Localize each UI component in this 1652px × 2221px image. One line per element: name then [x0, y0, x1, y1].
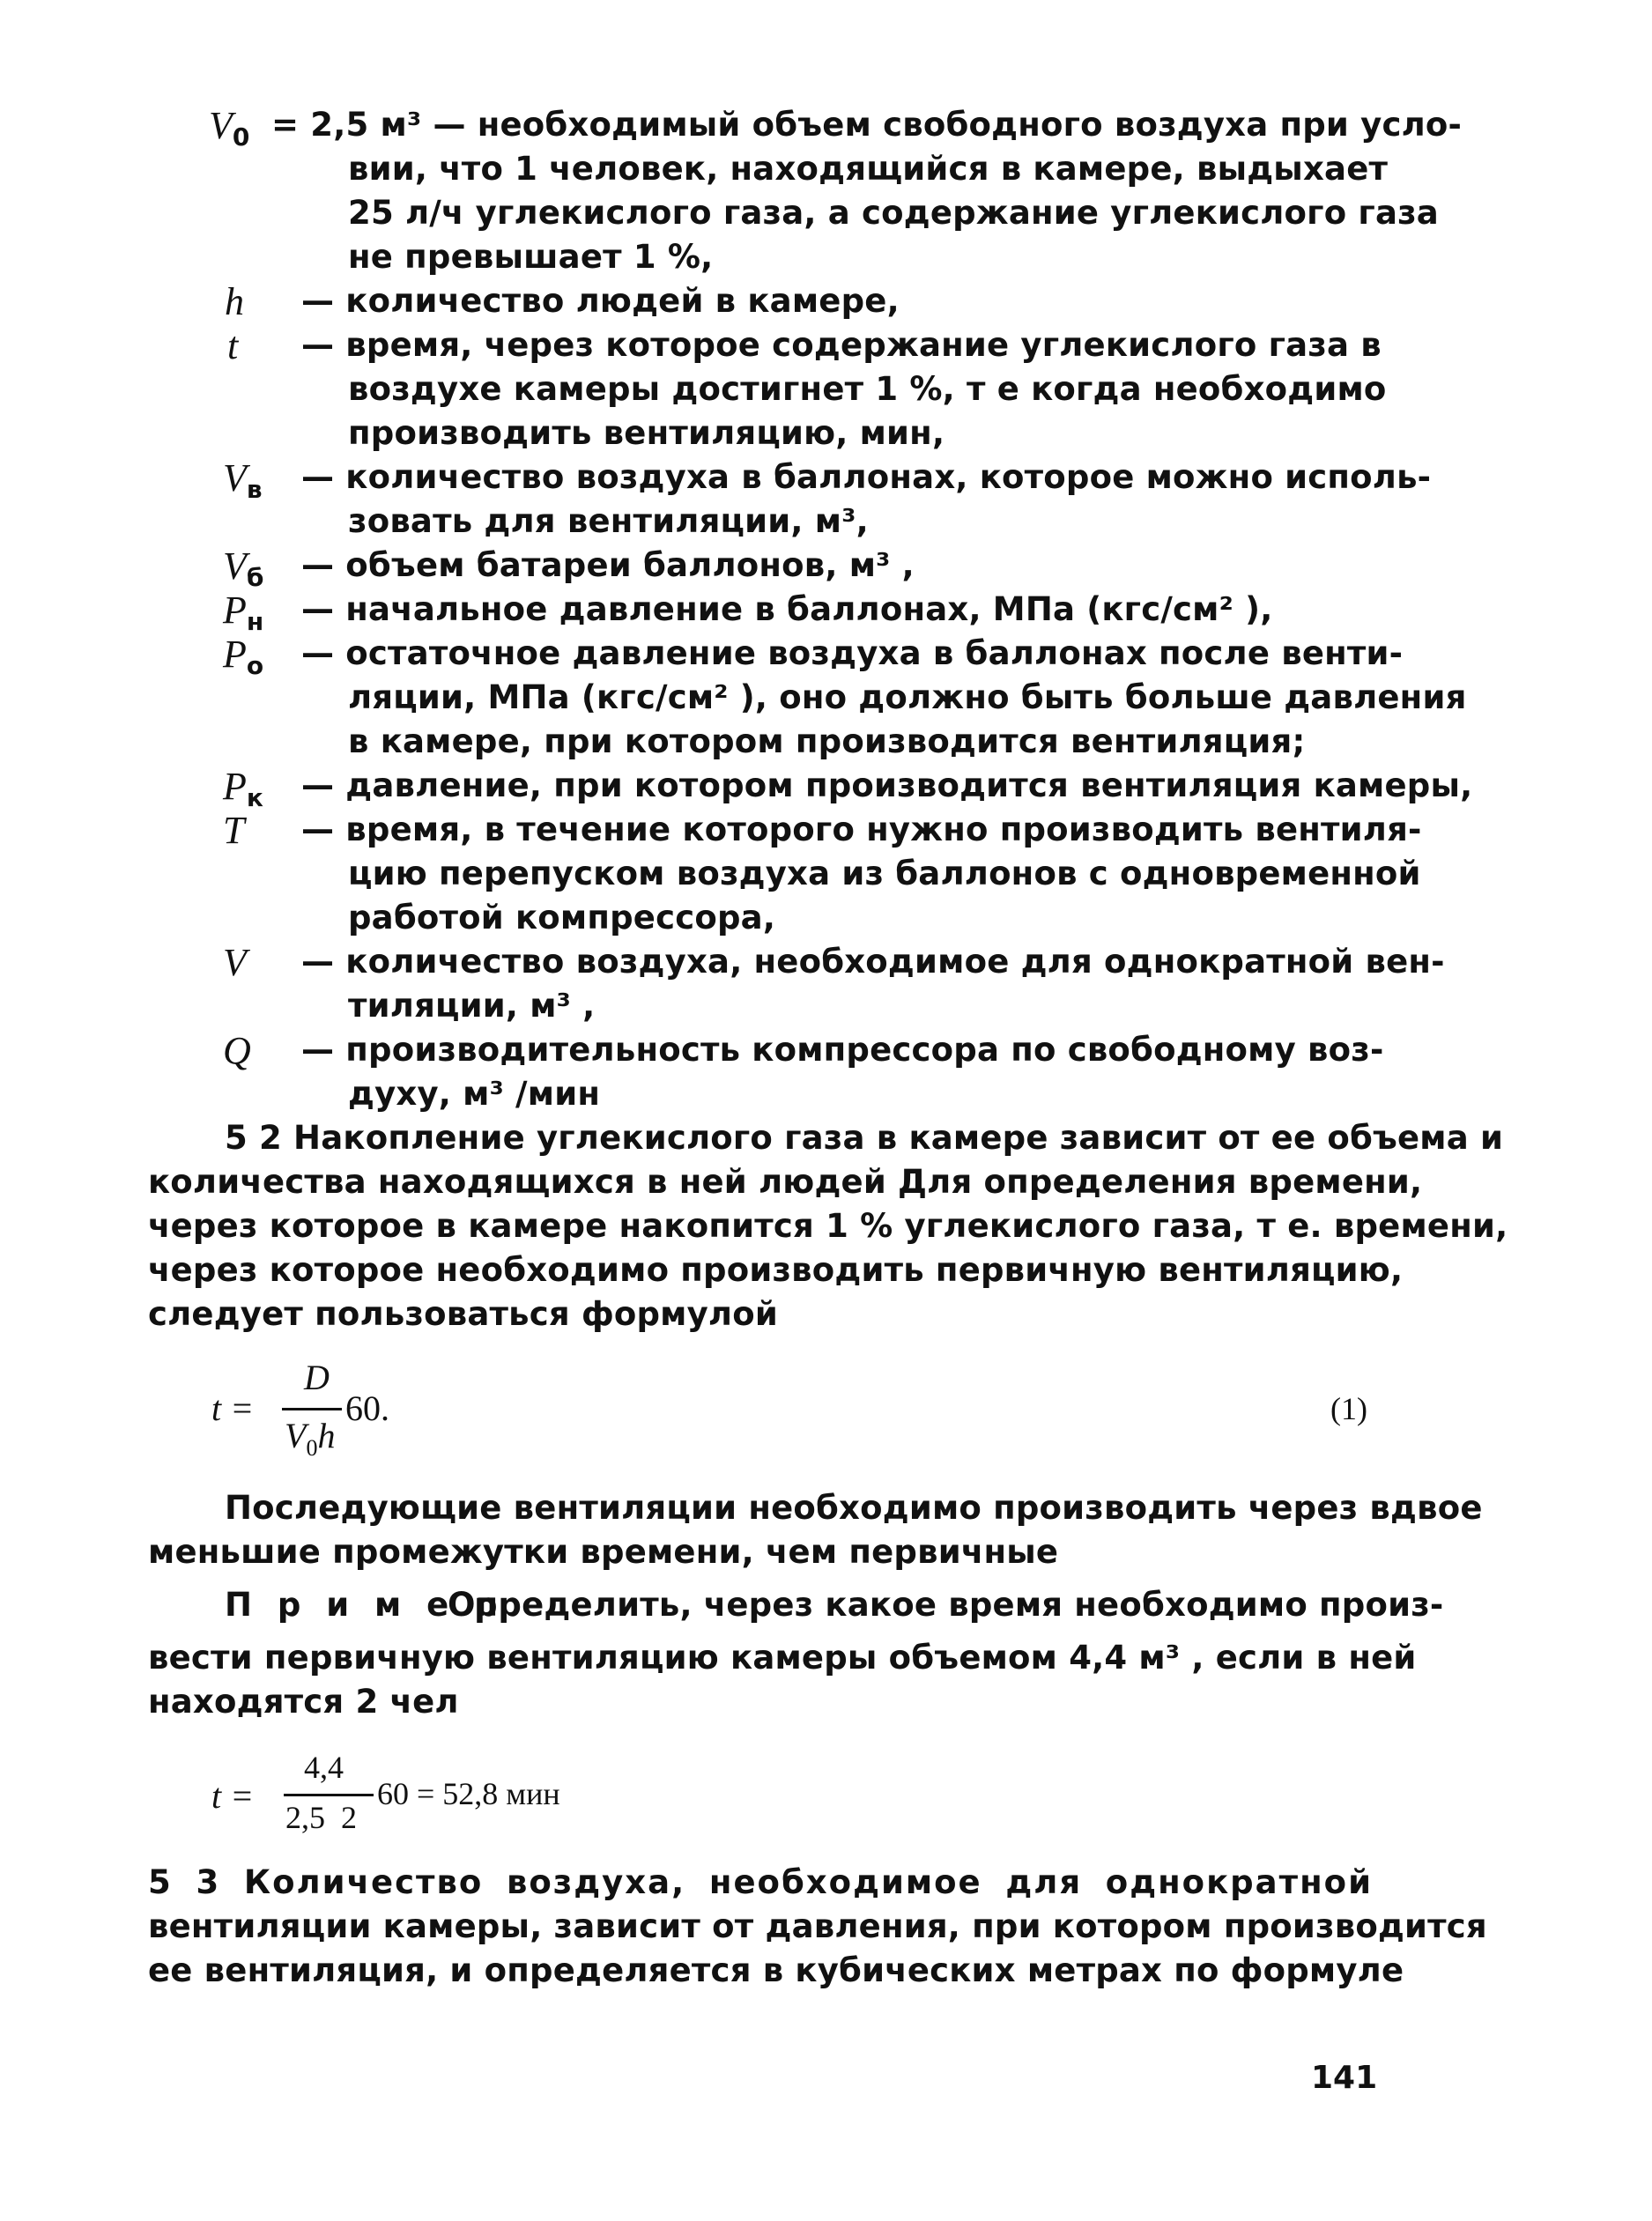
- paragraph-line: количества находящихся в ней людей Для определения времени,: [148, 1163, 1423, 1201]
- formula-1-denominator: $V_0h$: [285, 1416, 336, 1461]
- definition-T-line-2: цию перепуском воздуха из баллонов с одновременной: [348, 855, 1421, 892]
- definition-v0-line-4: не превышает 1 %,: [348, 238, 714, 276]
- paragraph-line: следует пользоваться формулой: [148, 1295, 778, 1333]
- example-line: находятся 2 чел: [148, 1683, 459, 1721]
- example-line: вести первичную вентиляцию камеры объемом 4,4 м³ , если в ней: [148, 1639, 1417, 1677]
- definition-q-line-1: — производительность компрессора по свободному воз-: [301, 1031, 1384, 1069]
- symbol-pk: $P_к$: [223, 765, 263, 812]
- symbol-vb: $V_б$: [223, 544, 264, 592]
- definition-po-line-3: в камере, при котором производится вентиляция;: [348, 722, 1306, 760]
- symbol-v0: $V_0$: [209, 104, 250, 152]
- definition-t-line-3: производить вентиляцию, мин,: [348, 414, 945, 452]
- definition-v0-line-1: = 2,5 м³ — необходимый объем свободного воздуха при усло-: [271, 106, 1463, 144]
- definition-t-line-2: воздухе камеры достигнет 1 %, т е когда необходимо: [348, 370, 1387, 408]
- definition-vv-line-1: — количество воздуха в баллонах, которое можно исполь-: [301, 458, 1432, 496]
- symbol-T: T: [223, 809, 245, 852]
- formula-example-denominator: 2,5 2: [285, 1800, 357, 1835]
- definition-pn-line-1: — начальное давление в баллонах, МПа (кгс/см² ),: [301, 590, 1273, 628]
- definition-v0-line-2: вии, что 1 человек, находящийся в камере, выдыхает: [348, 150, 1389, 188]
- paragraph-line: меньшие промежутки времени, чем первичные: [148, 1533, 1059, 1571]
- paragraph-line: 5 3 Количество воздуха, необходимое для однократной: [148, 1863, 1373, 1901]
- symbol-po: $P_о$: [223, 633, 264, 680]
- symbol-v: V: [223, 941, 247, 984]
- symbol-q: Q: [223, 1029, 251, 1072]
- definition-vv-line-2: зовать для вентиляции, м³,: [348, 502, 869, 540]
- definition-T-line-3: работой компрессора,: [348, 899, 776, 937]
- page-number: 141: [1311, 2060, 1378, 2096]
- symbol-t: t: [227, 324, 239, 367]
- definition-v-line-1: — количество воздуха, необходимое для однократной вен-: [301, 943, 1445, 981]
- formula-example-numerator: 4,4: [304, 1750, 344, 1785]
- formula-1-numerator: D: [304, 1358, 330, 1397]
- definition-po-line-2: ляции, МПа (кгс/см² ), оно должно быть больше давления: [348, 678, 1467, 716]
- definition-T-line-1: — время, в течение которого нужно производить вентиля-: [301, 811, 1422, 848]
- paragraph-line: вентиляции камеры, зависит от давления, при котором производится: [148, 1907, 1487, 1945]
- definition-h-line-1: — количество людей в камере,: [301, 282, 900, 320]
- example-label: П р и м е р: [225, 1586, 505, 1624]
- example-line: Определить, через какое время необходимо произ-: [448, 1586, 1444, 1624]
- paragraph-line: ее вентиляция, и определяется в кубических метрах по формуле: [148, 1951, 1404, 1989]
- definition-v-line-2: тиляции, м³ ,: [348, 987, 596, 1025]
- paragraph-line: 5 2 Накопление углекислого газа в камере зависит от ее объема и: [225, 1119, 1504, 1157]
- definition-v0-line-3: 25 л/ч углекислого газа, а содержание углекислого газа: [348, 194, 1439, 232]
- definition-t-line-1: — время, через которое содержание углекислого газа в: [301, 326, 1382, 364]
- definition-vb-line-1: — объем батареи баллонов, м³ ,: [301, 546, 915, 584]
- formula-1-fraction-bar: [282, 1408, 342, 1410]
- paragraph-line: Последующие вентиляции необходимо производить через вдвое: [225, 1489, 1483, 1527]
- formula-example-tail: 60 = 52,8 мин: [377, 1776, 560, 1811]
- formula-1-tail: 60.: [345, 1388, 389, 1428]
- paragraph-line: через которое в камере накопится 1 % углекислого газа, т е. времени,: [148, 1207, 1508, 1245]
- formula-example-fraction-bar: [284, 1794, 374, 1796]
- symbol-pn: $P_н$: [223, 589, 264, 636]
- formula-example-lhs: t =: [211, 1776, 255, 1816]
- symbol-h: h: [225, 280, 244, 323]
- definition-pk-line-1: — давление, при котором производится вентиляция камеры,: [301, 766, 1473, 804]
- definition-po-line-1: — остаточное давление воздуха в баллонах после венти-: [301, 634, 1404, 672]
- formula-1-number: (1): [1330, 1391, 1367, 1426]
- symbol-vv: $V_в$: [223, 456, 263, 504]
- definition-q-line-2: духу, м³ /мин: [348, 1075, 601, 1113]
- formula-1-lhs: t =: [211, 1388, 255, 1428]
- paragraph-line: через которое необходимо производить первичную вентиляцию,: [148, 1251, 1404, 1289]
